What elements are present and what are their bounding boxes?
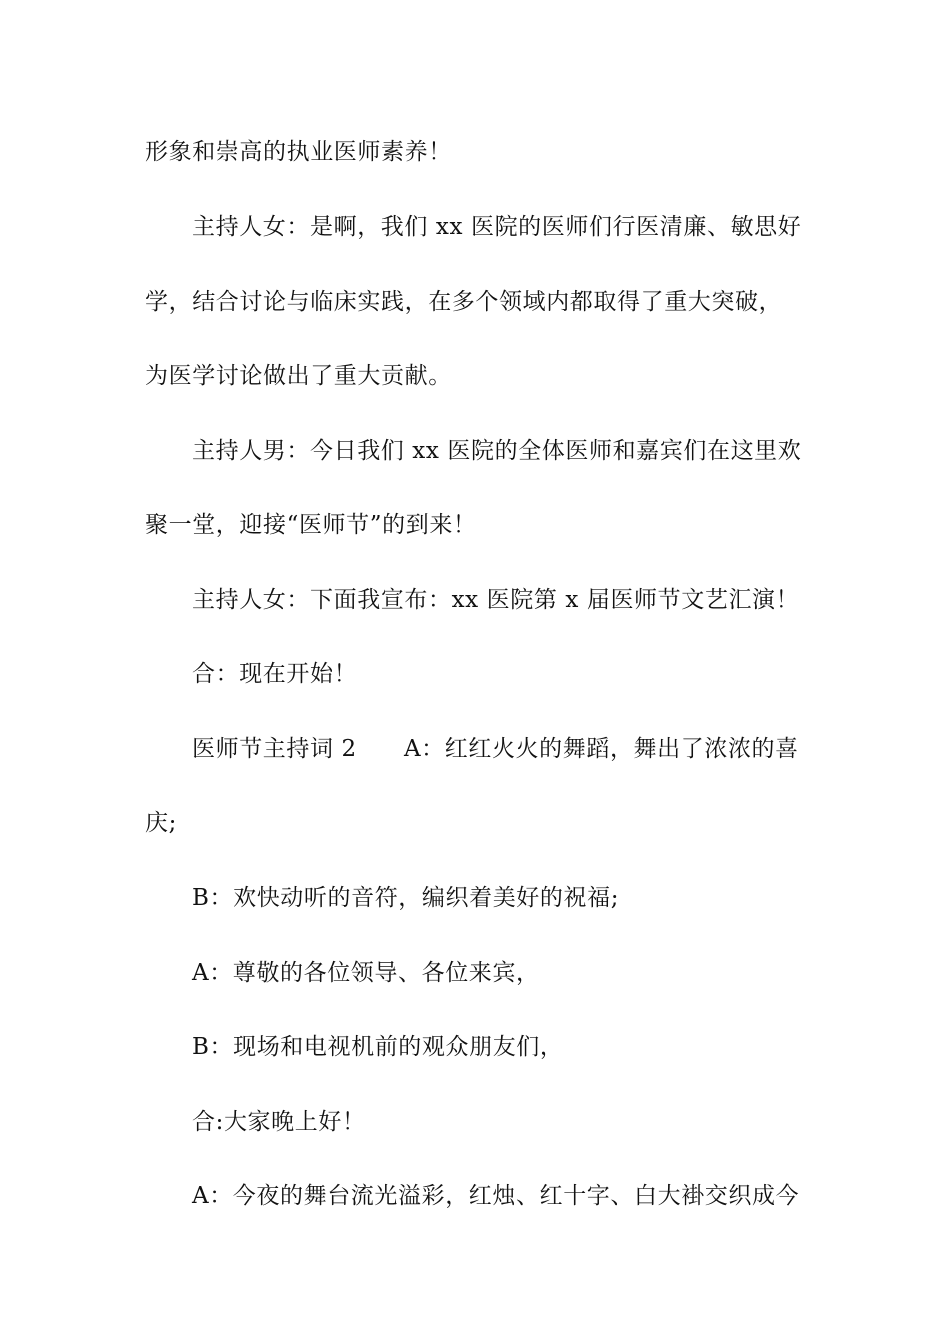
text-line: 聚一堂，迎接“医师节”的到来！: [145, 512, 477, 538]
text-line: A：尊敬的各位领导、各位来宾，: [192, 960, 540, 986]
text-line: B：欢快动听的音符，编织着美好的祝福;: [192, 885, 620, 911]
text-line: 主持人女：是啊，我们 xx 医院的医师们行医清廉、敏思好: [192, 214, 802, 240]
text-line: A：今夜的舞台流光溢彩，红烛、红十字、白大褂交织成今: [192, 1183, 800, 1209]
text-line: 庆;: [145, 810, 177, 836]
text-line: 学，结合讨论与临床实践，在多个领域内都取得了重大突破，: [145, 289, 783, 315]
text-line: 主持人女：下面我宣布：xx 医院第 x 届医师节文艺汇演！: [192, 587, 800, 613]
text-line: 主持人男：今日我们 xx 医院的全体医师和嘉宾们在这里欢: [192, 438, 802, 464]
text-line: 合：现在开始！: [192, 661, 358, 687]
text-line: 合:大家晚上好！: [192, 1109, 366, 1135]
text-line: 医师节主持词 2 A：红红火火的舞蹈，舞出了浓浓的喜: [192, 736, 799, 762]
text-line: 形象和崇高的执业医师素养！: [145, 139, 452, 165]
text-line: B：现场和电视机前的观众朋友们，: [192, 1034, 564, 1060]
text-line: 为医学讨论做出了重大贡献。: [145, 363, 452, 389]
